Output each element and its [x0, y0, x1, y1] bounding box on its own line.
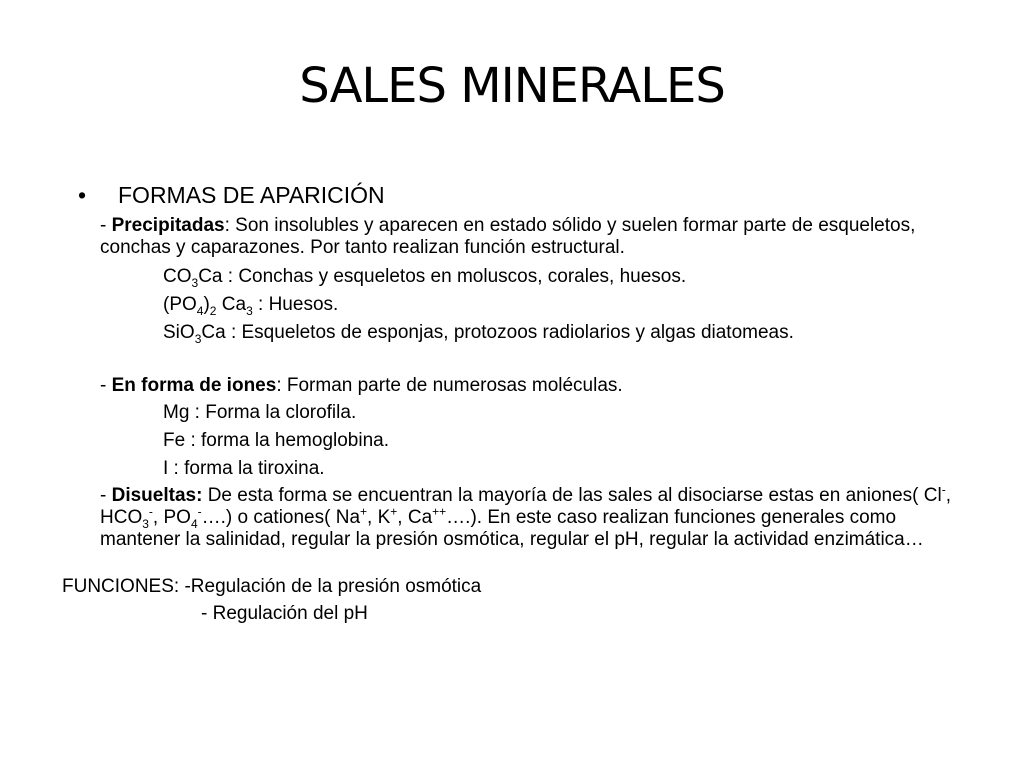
funciones-line: - Regulación del pH: [201, 603, 368, 624]
disueltas-label: Disueltas:: [111, 485, 203, 506]
precipitadas-paragraph: - Precipitadas: Son insolubles y aparecen en estado sólido y suelen formar parte de esqueletos, conchas y caparazones. Por tanto realizan función estructural.: [100, 215, 916, 258]
iones-label: En forma de iones: [111, 375, 277, 396]
iones-text: : Forman parte de numerosas moléculas.: [276, 375, 623, 396]
disueltas-paragraph: - Disueltas: De esta forma se encuentran la mayoría de las sales al disociarse estas en aniones( Cl-, $HCO_3^-$, $PO_4^-\dots$.) o cationes( Na+, K+, Ca++….). En este caso realizan funciones generales como mantener la salinidad, regular la presión osmótica, regular el pH, regular la actividad enzimática…: [100, 482, 951, 550]
bullet-heading: [78, 181, 385, 209]
formula-line: $(PO_4)_2$ $Ca_3$ : Huesos.: [163, 294, 339, 318]
funciones-line: FUNCIONES: -Regulación de la presión osmótica: [62, 576, 482, 597]
ion-example: I : forma la tiroxina.: [163, 458, 325, 479]
precipitadas-label: Precipitadas: [111, 215, 225, 236]
ion-example: Fe : forma la hemoglobina.: [163, 430, 390, 451]
heading-text: FORMAS DE APARICIÓN: [118, 182, 385, 208]
formula-line: $CO_3Ca$ : Conchas y esqueletos en moluscos, corales, huesos.: [163, 266, 687, 290]
slide-title: SALES MINERALES: [299, 58, 725, 114]
formula-line: SiO$_3$Ca : Esqueletos de esponjas, protozoos radiolarios y algas diatomeas.: [163, 322, 794, 346]
precipitadas-text: : Son insolubles y aparecen en estado sólido y suelen formar parte de esqueletos, conchas y caparazones. Por tanto realizan función estructural.: [100, 215, 916, 258]
iones-paragraph: - En forma de iones: Forman parte de numerosas moléculas.: [100, 375, 623, 396]
bullet-icon: •: [78, 182, 87, 208]
ion-example: Mg : Forma la clorofila.: [163, 402, 357, 423]
